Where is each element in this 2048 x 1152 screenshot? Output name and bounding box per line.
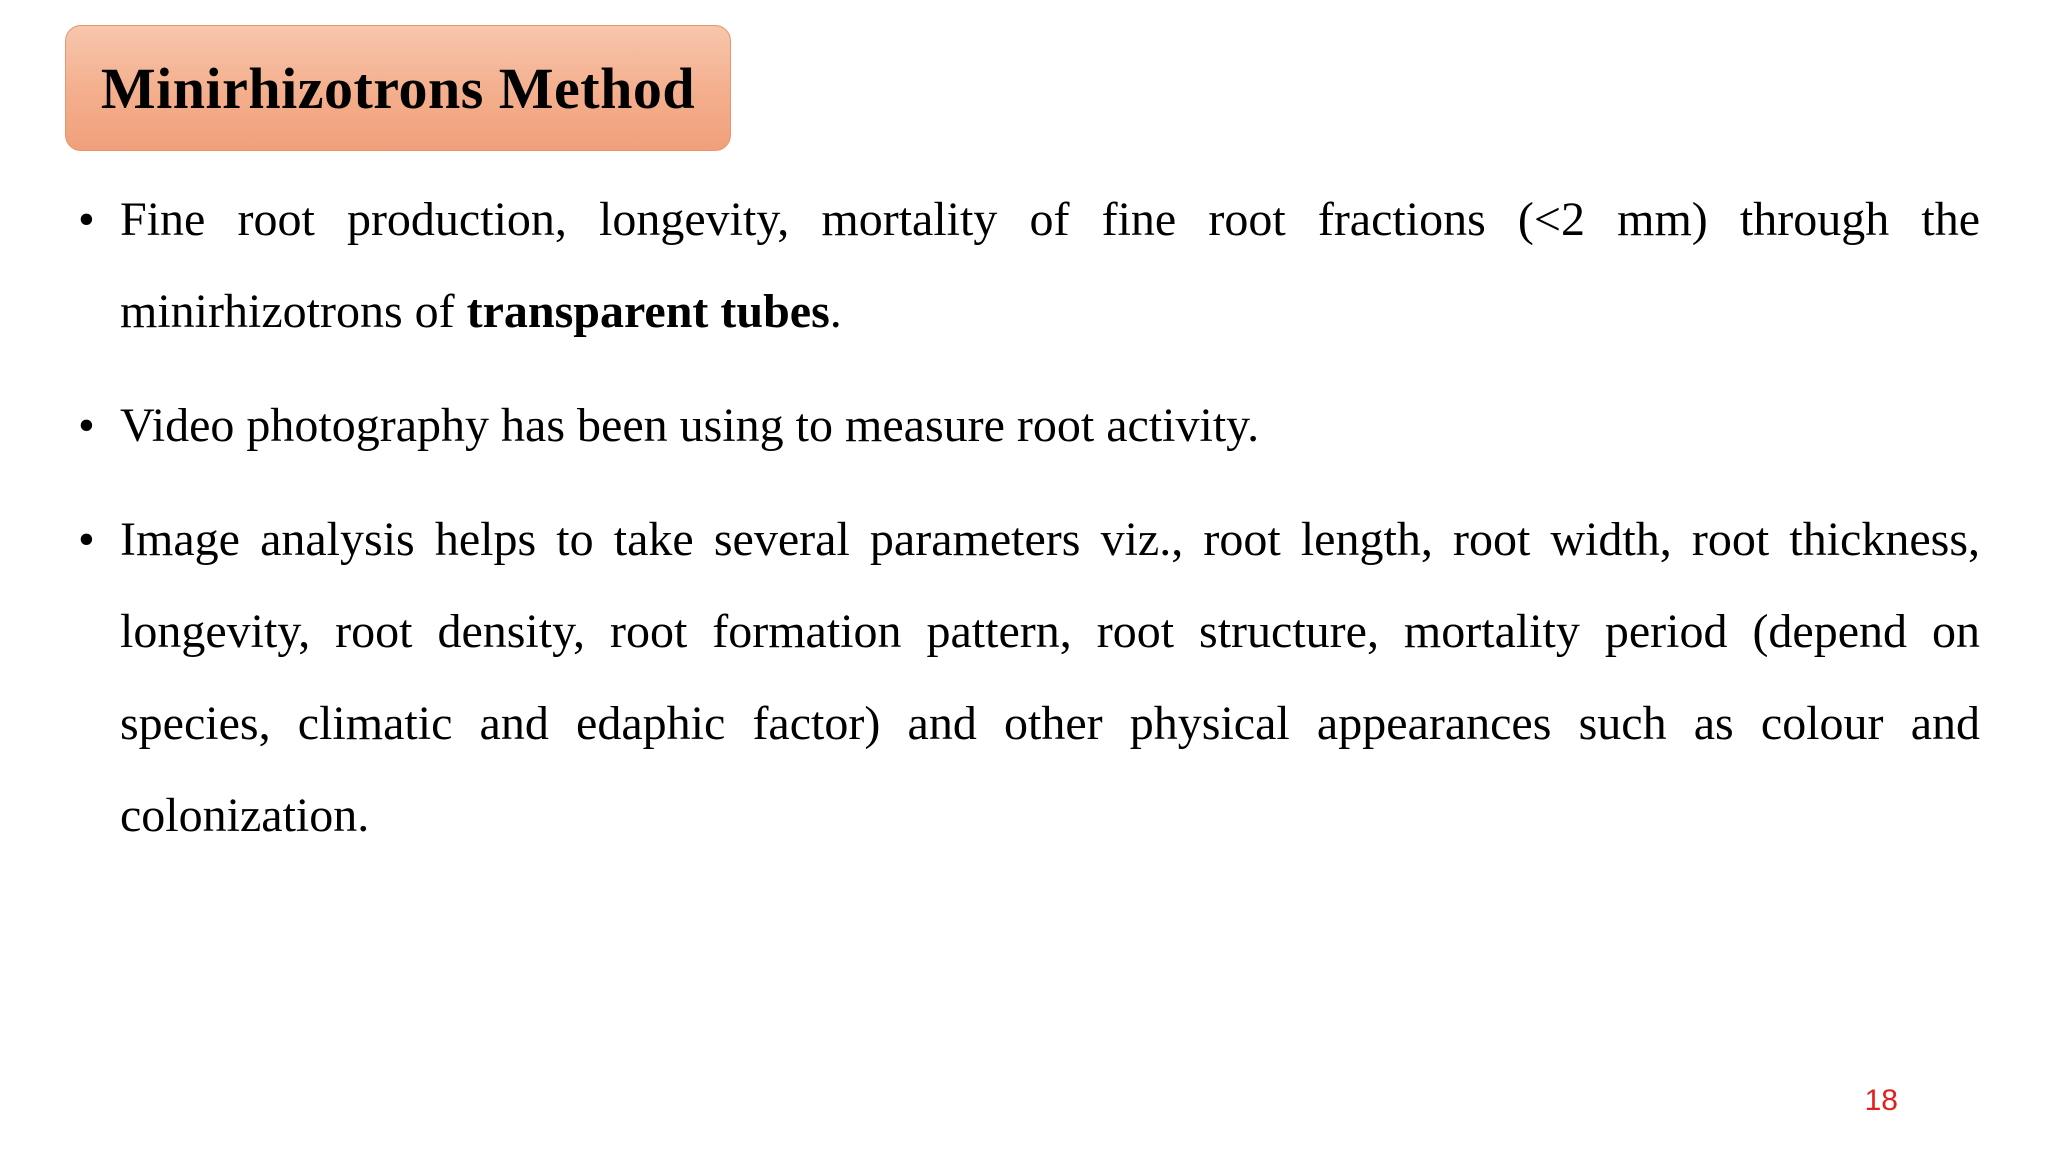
bullet-bold-term: transparent tubes — [466, 285, 830, 338]
bullet-list — [78, 174, 1980, 884]
bullet-marker: • — [78, 399, 95, 452]
bullet-marker: • — [78, 513, 95, 566]
bullet-marker: • — [78, 193, 95, 246]
page-number: 18 — [1864, 1084, 1898, 1117]
bullet-text: Image analysis helps to take several parameters viz., root length, root width, root thickness, longevity, root density, root formation pattern, root structure, mortality period (depend on species, climatic and edaphic factor) and other physical appearances such as colour and colonization. — [120, 513, 1980, 842]
bullet-text — [120, 174, 1980, 358]
bullet-text-segment: Fine root production, longevity, mortality of fine root fractions (<2 mm) through the minirhizotrons of — [120, 193, 1980, 338]
bullet-text: Video photography has been using to measure root activity. — [120, 399, 1260, 452]
title-box — [65, 25, 731, 151]
bullet-item — [78, 494, 1980, 862]
bullet-item — [78, 174, 1980, 358]
bullet-item — [78, 380, 1980, 472]
bullet-text-segment: . — [829, 285, 842, 338]
slide-title: Minirhizotrons Method — [100, 55, 696, 121]
